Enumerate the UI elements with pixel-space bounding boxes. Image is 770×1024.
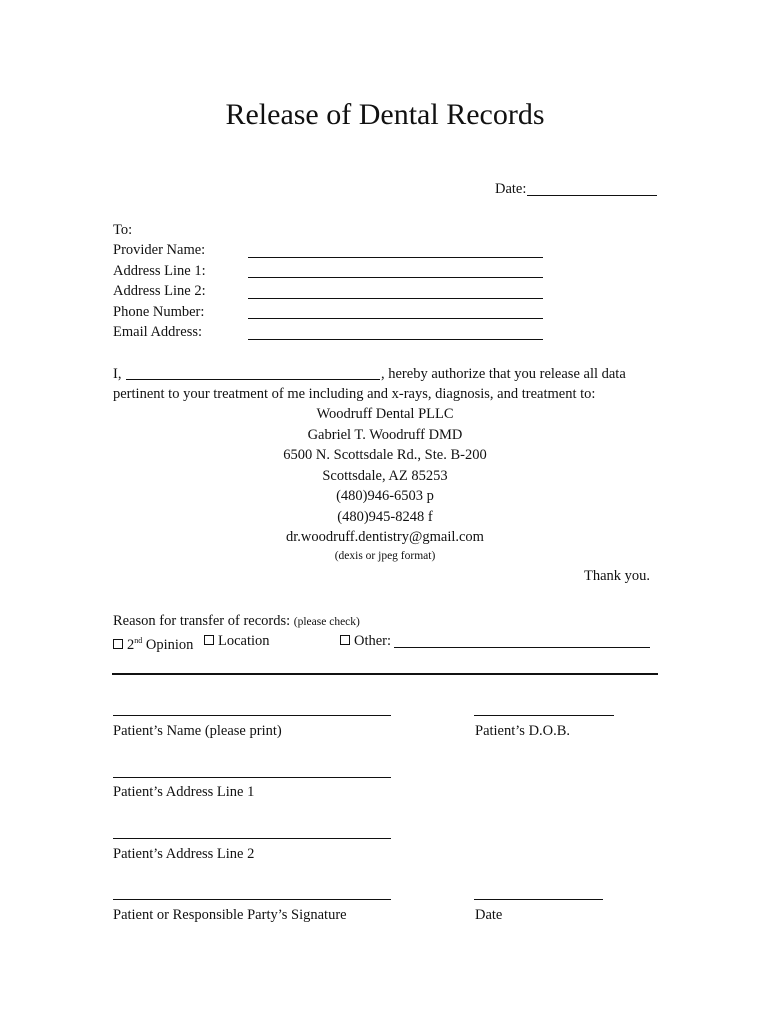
email-address-field[interactable] [248, 339, 543, 340]
signature-label: Patient or Responsible Party’s Signature [113, 907, 347, 923]
reason-label: Reason for transfer of records: [113, 613, 291, 629]
patient-name-label: Patient’s Name (please print) [113, 723, 282, 739]
email-address-label: Email Address: [113, 324, 203, 340]
location-option[interactable] [204, 631, 270, 651]
recipient-name: Woodruff Dental PLLC [316, 406, 454, 422]
other-option[interactable] [340, 631, 391, 651]
recipient-email: dr.woodruff.dentistry@gmail.com [286, 529, 484, 545]
other-reason-field[interactable] [394, 647, 650, 648]
patient-dob-label: Patient’s D.O.B. [475, 723, 571, 739]
recipient-city: Scottsdale, AZ 85253 [322, 468, 448, 484]
address-line-2-field[interactable] [248, 298, 543, 299]
patient-address-2-field[interactable] [113, 838, 391, 839]
patient-name-field[interactable] [113, 715, 391, 716]
other-checkbox[interactable] [340, 635, 350, 645]
signature-date-label: Date [475, 907, 503, 923]
recipient-street: 6500 N. Scottsdale Rd., Ste. B-200 [283, 447, 487, 463]
second-opinion-sup: nd [134, 636, 143, 645]
authorization-suffix: , hereby authorize that you release all data [381, 366, 626, 382]
authorization-prefix: I, [113, 366, 122, 382]
address-line-2-label: Address Line 2: [113, 283, 206, 299]
signature-date-field[interactable] [474, 899, 603, 900]
thank-you-text: Thank you. [584, 568, 651, 584]
patient-address-1-field[interactable] [113, 777, 391, 778]
authorizing-person-field[interactable] [126, 379, 380, 380]
patient-dob-field[interactable] [474, 715, 614, 716]
recipient-fax: (480)945-8248 f [337, 509, 433, 525]
date-label: Date: [495, 181, 527, 197]
provider-name-label: Provider Name: [113, 242, 206, 258]
location-label: Location [218, 633, 270, 649]
page-title: Release of Dental Records [225, 98, 545, 131]
second-opinion-num: 2 [127, 636, 135, 653]
location-checkbox[interactable] [204, 635, 214, 645]
signature-field[interactable] [113, 899, 391, 900]
address-line-1-label: Address Line 1: [113, 263, 206, 279]
recipient-doctor: Gabriel T. Woodruff DMD [307, 427, 463, 443]
format-note: (dexis or jpeg format) [334, 550, 436, 562]
reason-hint: (please check) [293, 616, 360, 628]
second-opinion-checkbox[interactable] [113, 639, 123, 649]
address-line-1-field[interactable] [248, 277, 543, 278]
date-field[interactable] [527, 195, 657, 196]
second-opinion-option[interactable] [113, 631, 193, 655]
authorization-line-2: pertinent to your treatment of me including and x-rays, diagnosis, and treatment to: [113, 386, 596, 402]
section-divider [112, 673, 658, 675]
recipient-phone: (480)946-6503 p [336, 488, 434, 504]
to-label: To: [113, 222, 133, 238]
provider-name-field[interactable] [248, 257, 543, 258]
patient-address-2-label: Patient’s Address Line 2 [113, 846, 255, 862]
second-opinion-label: Opinion [145, 636, 194, 653]
phone-number-field[interactable] [248, 318, 543, 319]
other-label: Other: [354, 633, 392, 649]
phone-number-label: Phone Number: [113, 304, 205, 320]
patient-address-1-label: Patient’s Address Line 1 [113, 784, 255, 800]
